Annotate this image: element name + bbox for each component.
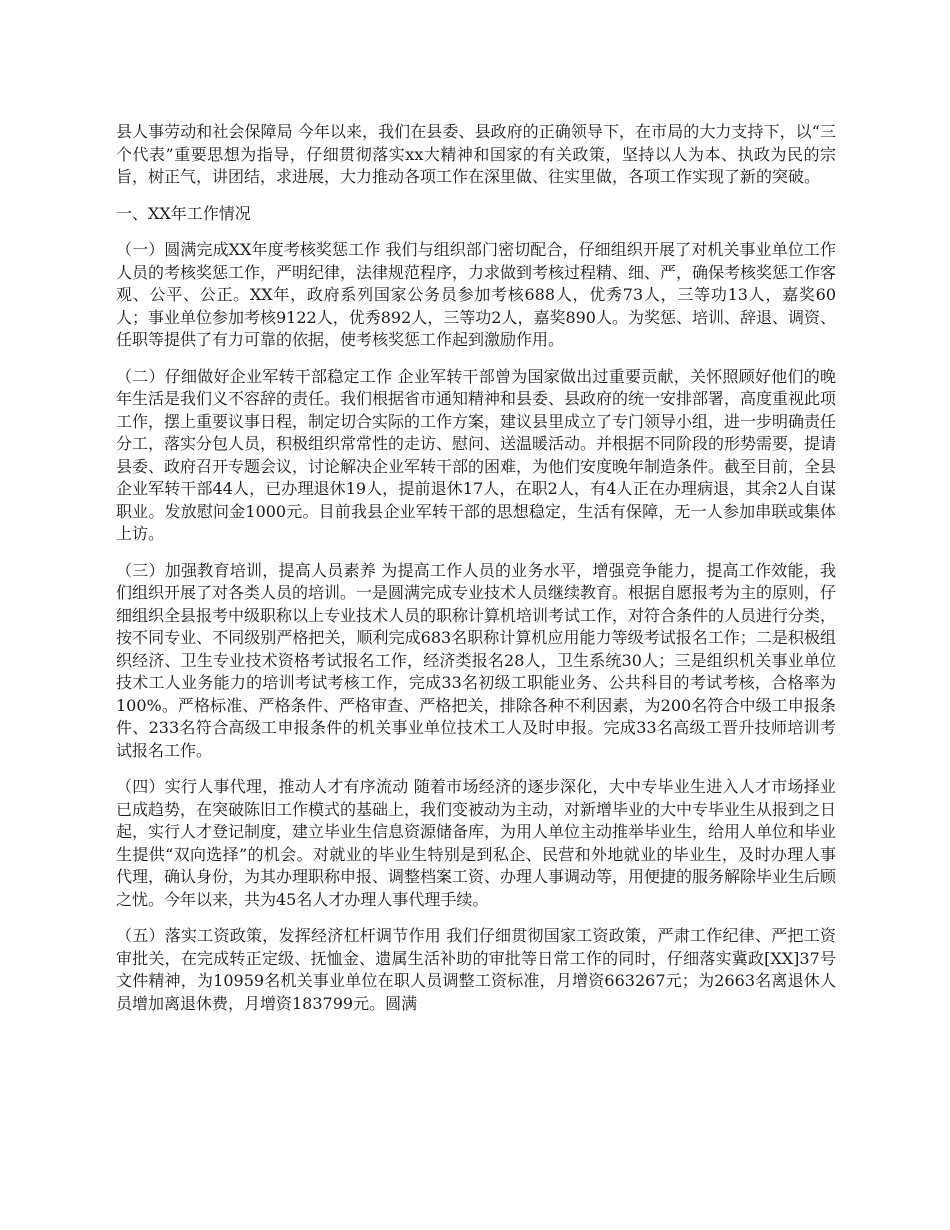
paragraph-4: （四）实行人事代理，推动人才有序流动 随着市场经济的逐步深化，大中专毕业生进入人才市场择业已成趋势，在突破陈旧工作模式的基础上，我们变被动为主动，对新增毕业的大中专毕业生从报到之日起，实行人才登记制度，建立毕业生信息资源储备库，为用人单位主动推举毕业生，给用人单位和毕业生提供“双向选择”的机会。对就业的毕业生特别是到私企、民营和外地就业的毕业生，及时办理人事代理，确认身份，为其办理职称申报、调整档案工资、办理人事调动等，用便捷的服务解除毕业生后顾之忧。今年以来，共为45名人才办理人事代理手续。 [116, 777, 837, 909]
intro-paragraph: 县人事劳动和社会保障局 今年以来，我们在县委、县政府的正确领导下，在市局的大力支持下，以“三个代表”重要思想为指导，仔细贯彻落实xx大精神和国家的有关政策，坚持以人为本、执政为民的宗旨，树正气，讲团结，求进展，大力推动各项工作在深里做、往实里做，各项工作实现了新的突破。 [116, 122, 836, 186]
document-page [116, 121, 836, 1029]
paragraph-1: （一）圆满完成XX年度考核奖惩工作 我们与组织部门密切配合，仔细组织开展了对机关事业单位工作人员的考核奖惩工作，严明纪律，法律规范程序，力求做到考核过程精、细、严，确保考核奖惩工作客观、公平、公正。XX年，政府系列国家公务员参加考核688人，优秀73人，三等功13人，嘉奖60人；事业单位参加考核9122人，优秀892人，三等功2人，嘉奖890人。为奖惩、培训、辞退、调资、任职等提供了有力可靠的依据，使考核奖惩工作起到激励作用。 [116, 240, 837, 349]
section-heading: 一、XX年工作情况 [116, 203, 251, 223]
paragraph-3: （三）加强教育培训，提高人员素养 为提高工作人员的业务水平，增强竞争能力，提高工作效能，我们组织开展了对各类人员的培训。一是圆满完成专业技术人员继续教育。根据自愿报考为主的原则，仔细组织全县报考中级职称以上专业技术人员的职称计算机培训考试工作，对符合条件的人员进行分类，按不同专业、不同级别严格把关，顺利完成683名职称计算机应用能力等级考试报名工作；二是积极组织经济、卫生专业技术资格考试报名工作，经济类报名28人，卫生系统30人；三是组织机关事业单位技术工人业务能力的培训考试考核工作，完成33名初级工职能业务、公共科目的考试考核，合格率为100%。严格标准、严格条件、严格审查、严格把关，排除各种不利因素，为200名符合中级工申报条件、233名符合高级工申报条件的机关事业单位技术工人及时申报。完成33名高级工晋升技师培训考试报名工作。 [116, 560, 837, 760]
paragraph-5: （五）落实工资政策，发挥经济杠杆调节作用 我们仔细贯彻国家工资政策，严肃工作纪律、严把工资审批关，在完成转正定级、抚恤金、遗属生活补助的审批等日常工作的同时，仔细落实冀政[XX]37号文件精神，为10959名机关事业单位在职人员调整工资标准，月增资663267元；为2663名离退休人员增加离退休费，月增资183799元。圆满 [116, 926, 836, 1013]
paragraph-2: （二）仔细做好企业军转干部稳定工作 企业军转干部曾为国家做出过重要贡献，关怀照顾好他们的晚年生活是我们义不容辞的责任。我们根据省市通知精神和县委、县政府的统一安排部署，高度重视此项工作，摆上重要议事日程，制定切合实际的工作方案，建议县里成立了专门领导小组，进一步明确责任分工，落实分包人员，积极组织常常性的走访、慰问、送温暖活动。并根据不同阶段的形势需要，提请县委、政府召开专题会议，讨论解决企业军转干部的困难，为他们安度晚年制造条件。截至目前，全县企业军转干部44人，已办理退休19人，提前退休17人，在职2人，有4人正在办理病退，其余2人自谋职业。发放慰问金1000元。目前我县企业军转干部的思想稳定，生活有保障，无一人参加串联或集体上访。 [116, 366, 837, 543]
